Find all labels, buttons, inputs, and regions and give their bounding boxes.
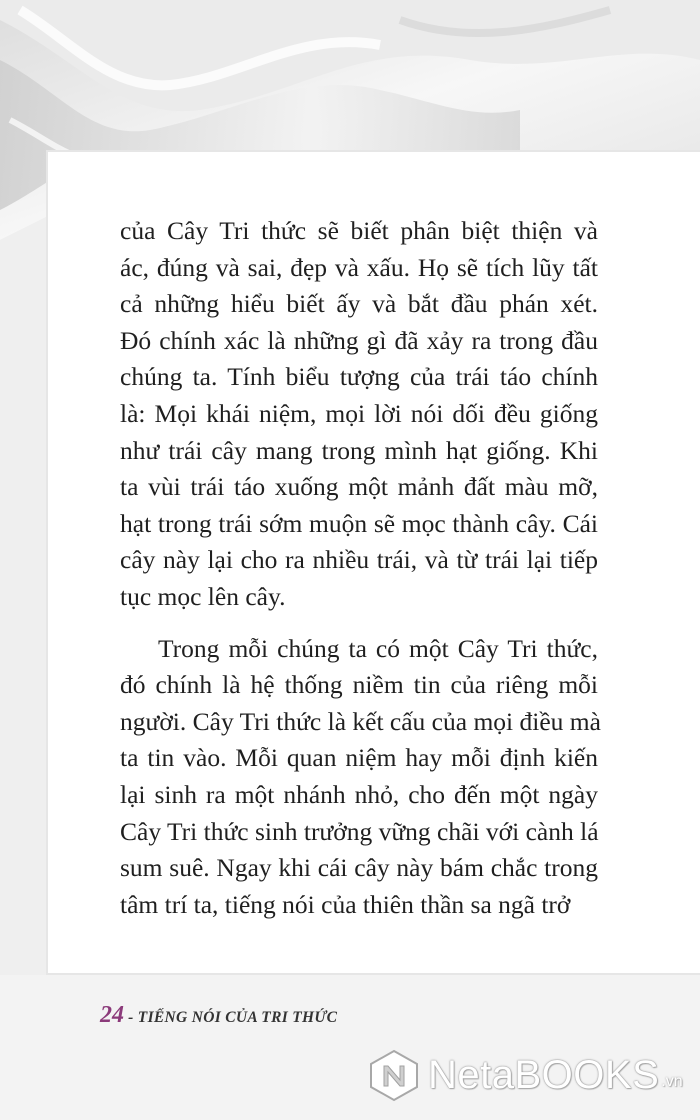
text-line: cây này lại cho ra nhiều trái, và từ trái lại tiếp: [120, 545, 598, 575]
text-line: Đó chính xác là những gì đã xảy ra trong đầu: [120, 325, 598, 355]
text-line: đó chính là hệ thống niềm tin của riêng mỗi: [120, 670, 598, 700]
page-footer: [100, 1002, 337, 1029]
text-line: ta tin vào. Mỗi quan niệm hay mỗi định kiến: [120, 743, 598, 773]
text-line: chúng ta. Tính biểu tượng của trái táo chính: [120, 362, 598, 392]
text-line: ác, đúng và sai, đẹp và xấu. Họ sẽ tích lũy tất: [120, 252, 598, 282]
watermark-brand: NetaBOOKS: [428, 1052, 660, 1097]
text-line: tục mọc lên cây.: [120, 581, 286, 611]
text-line: cả những hiểu biết ấy và bắt đầu phán xét.: [120, 289, 598, 319]
netabooks-logo-icon: [366, 1048, 422, 1102]
text-line: hạt trong trái sớm muộn sẽ mọc thành cây. Cái: [120, 508, 598, 538]
text-line: tâm trí ta, tiếng nói của thiên thần sa ngã trở: [120, 889, 571, 919]
watermark-suffix: .vn: [661, 1073, 683, 1090]
running-title: - TIẾNG NÓI CỦA TRI THỨC: [124, 1009, 338, 1026]
body-text: [120, 213, 601, 923]
text-line: ta vùi trái táo xuống một mảnh đất màu mỡ,: [120, 472, 598, 502]
text-line: như trái cây mang trong mình hạt giống. Khi: [120, 435, 598, 465]
netabooks-watermark: [366, 1048, 683, 1102]
text-line: sum suê. Ngay khi cái cây này bám chắc trong: [120, 853, 598, 883]
text-line: là: Mọi khái niệm, mọi lời nói dối đều giống: [120, 398, 598, 428]
paragraph-gap: [120, 616, 598, 631]
text-line: lại sinh ra một nhánh nhỏ, cho đến một ngày: [120, 779, 598, 809]
page-number: 24: [100, 1002, 124, 1028]
text-line: Cây Tri thức sinh trưởng vững chãi với cành lá: [120, 816, 599, 846]
text-line: người. Cây Tri thức là kết cấu của mọi điều mà: [120, 706, 601, 736]
text-line: của Cây Tri thức sẽ biết phân biệt thiện và: [120, 216, 598, 245]
text-line: Trong mỗi chúng ta có một Cây Tri thức,: [158, 633, 598, 663]
